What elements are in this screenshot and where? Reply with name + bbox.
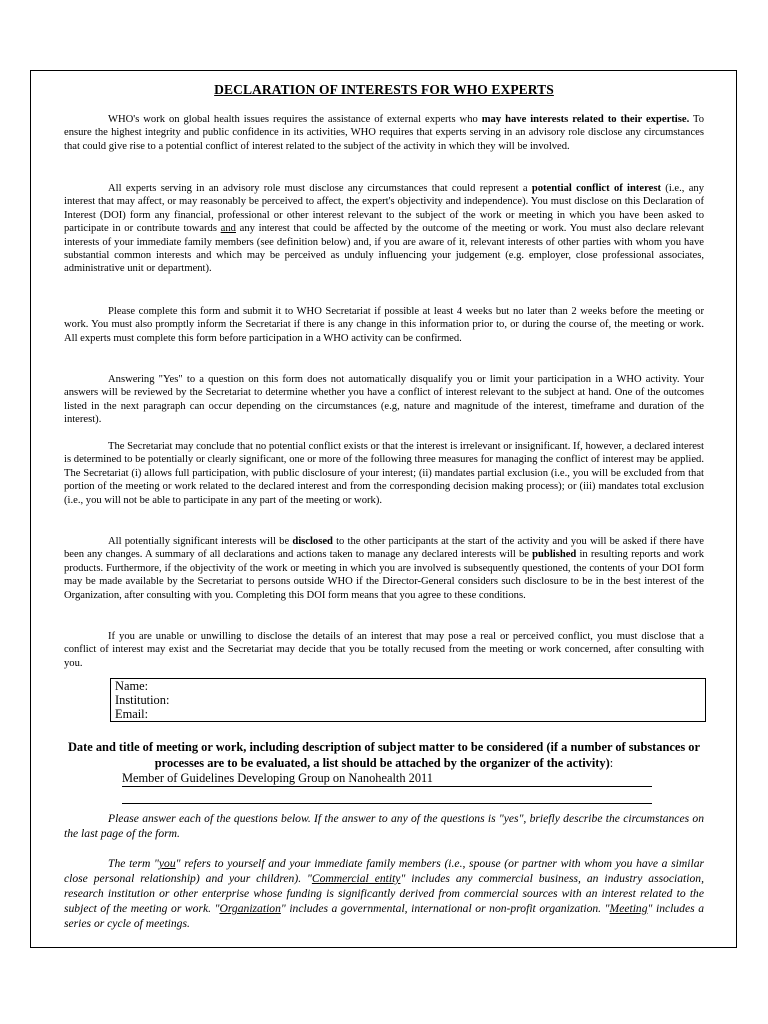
submission-paragraph: Please complete this form and submit it to WHO Secretariat if possible at least 4 weeks but no later than 2 weeks before the meeting or work. You must also promptly inform the Secretariat if there is any change in this information prior to, or during the course of, the meeting or work. All experts must complete this form before participation in a WHO activity can be confirmed. <box>64 306 704 344</box>
document-title: DECLARATION OF INTERESTS FOR WHO EXPERTS <box>214 82 554 97</box>
name-field[interactable]: Name: <box>115 679 149 693</box>
instructions-paragraph: Please answer each of the questions below. If the answer to any of the questions is "yes", briefly describe the circumstances on the last page of the form. <box>64 812 704 840</box>
contact-box <box>110 678 706 722</box>
disclosure-paragraph: All potentially significant interests will be disclosed to the other participants at the start of the activity and you will be asked if there have been any changes. A summary of all declarations and actions taken to manage any declared interests will be published in resulting reports and work products. Furthermore, if the objectivity of the work or meeting in which you are involved is subsequently questioned, the contents of your DOI form may be made available by the Secretariat to persons outside WHO if the Director-General considers such disclosure to be in the best interest of the Organization, after consulting with you. Completing this DOI form means that you agree to these conditions. <box>64 536 704 601</box>
email-field[interactable]: Email: <box>115 707 149 721</box>
answering-paragraph: Answering "Yes" to a question on this form does not automatically disqualify you or limit your participation in a WHO activity. Your answers will be reviewed by the Secretariat to determine whether you have a conflict of interest relevant to the subject at hand. One of the outcomes listed in the next paragraph can occur depending on the circumstances (e.g, nature and magnitude of the interest, timeframe and duration of the interest). <box>64 374 704 426</box>
meeting-answer-field[interactable]: Member of Guidelines Developing Group on Nanohealth 2011 <box>122 771 652 787</box>
conflict-paragraph: All experts serving in an advisory role must disclose any circumstances that could represent a potential conflict of interest (i.e., any interest that may affect, or may reasonably be perceived to affect, the expert's objectivity and independence). You must disclose on this Declaration of Interest (DOI) form any financial, professional or other interest relevant to the subject of the work or meeting in which you have been asked to participate in or contribute towards and any interest that could be affected by the outcome of the meeting or work. You must also declare relevant interests of your immediate family members (see definition below) and, if you are aware of it, relevant interests of other parties with whom you have substantial common interests and which may be perceived as unduly influencing your judgement (e.g. employer, close professional associates, administrative unit or department). <box>64 183 705 275</box>
definitions-paragraph: The term "you" refers to yourself and your immediate family members (i.e., spouse (or partner with whom you have a similar close personal relationship) and your children). "Commercial entity" includes any commercial business, an industry association, research institution or other enterprise whose funding is significantly derived from commercial sources with an interest related to the subject of the meeting or work. "Organization" includes a governmental, international or non-profit organization. "Meeting" includes a series or cycle of meetings. <box>64 857 704 930</box>
meeting-question: Date and title of meeting or work, including description of subject matter to be considered (if a number of substances or processes are to be evaluated, a list should be attached by the organizer of the activity): <box>67 740 700 770</box>
meeting-answer-line[interactable] <box>122 803 652 804</box>
intro-paragraph: WHO's work on global health issues requires the assistance of external experts who may have interests related to their expertise. To ensure the highest integrity and public confidence in its activities, WHO requires that experts serving in an advisory role disclose any circumstances that could give rise to a potential conflict of interest related to the subject of the activity in which they will be involved. <box>64 114 704 152</box>
secretariat-paragraph: The Secretariat may conclude that no potential conflict exists or that the interest is irrelevant or insignificant. If, however, a declared interest is determined to be potentially or clearly significant, one or more of the following three measures for managing the conflict of interest may be applied. The Secretariat (i) allows full participation, with public disclosure of your interest; (ii) mandates partial exclusion (i.e., you will be excluded from that portion of the meeting or work related to the declared interest and from the corresponding decision making process); or (iii) mandates total exclusion (i.e., you will not be able to participate in any part of the meeting or work). <box>64 441 704 506</box>
unable-paragraph: If you are unable or unwilling to disclose the details of an interest that may pose a real or perceived conflict, you must disclose that a conflict of interest may exist and the Secretariat may decide that you be totally recused from the meeting or work concerned, after consulting with you. <box>64 631 704 669</box>
institution-field[interactable]: Institution: <box>115 693 170 707</box>
